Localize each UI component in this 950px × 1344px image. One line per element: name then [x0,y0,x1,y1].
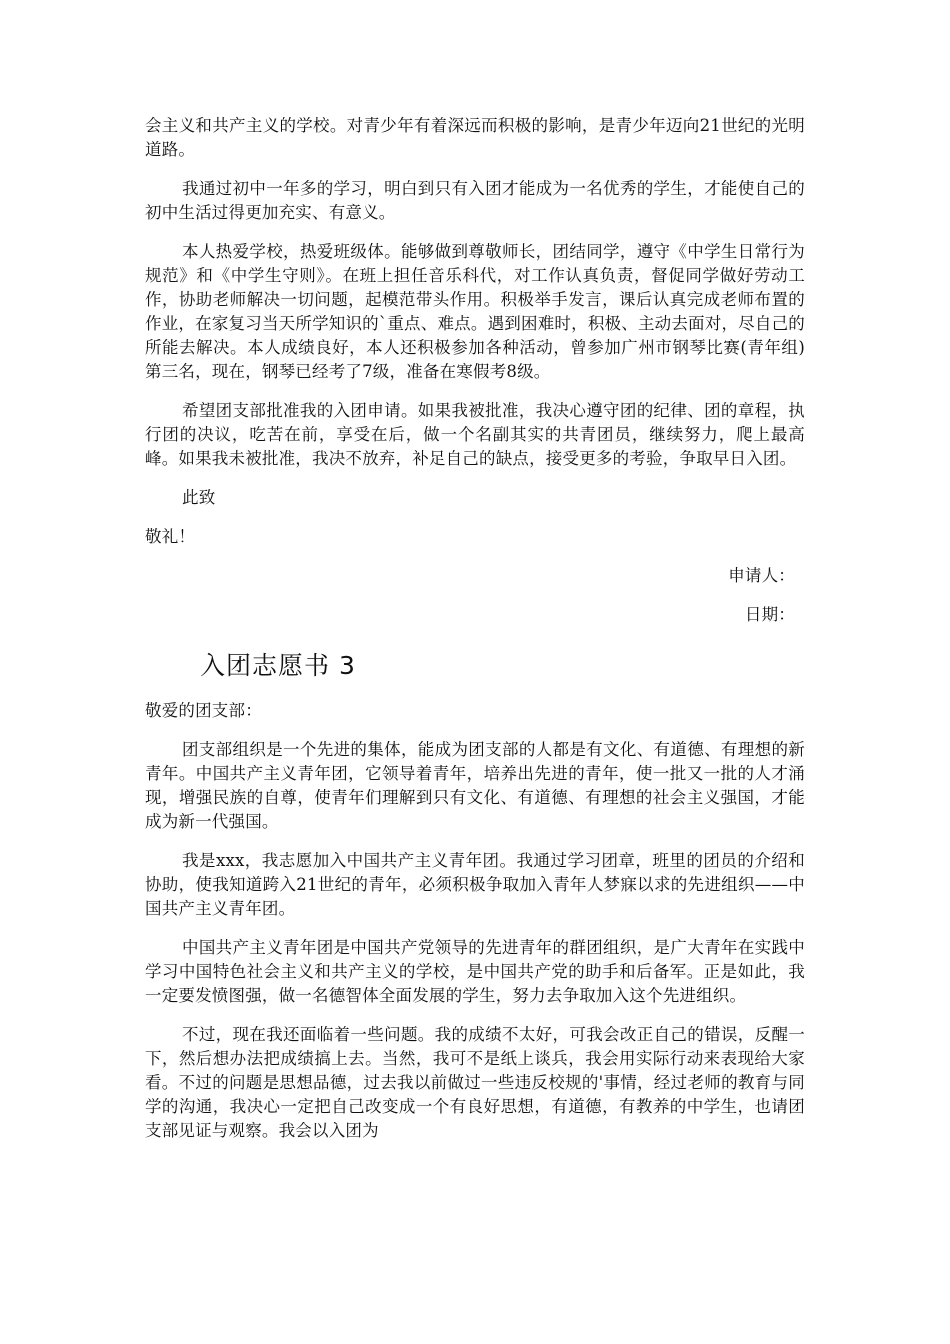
paragraph: 我是xxx，我志愿加入中国共产主义青年团。我通过学习团章，班里的团员的介绍和协助，使我知道跨入21世纪的青年，必须积极争取加入青年人梦寐以求的先进组织——中国共产主义青年团。 [145,851,805,918]
paragraph: 中国共产主义青年团是中国共产党领导的先进青年的群团组织，是广大青年在实践中学习中国特色社会主义和共产主义的学校，是中国共产党的助手和后备军。正是如此，我一定要发愤图强，做一名德智体全面发展的学生，努力去争取加入这个先进组织。 [145,938,805,1005]
date-line: 日期： [744,605,795,624]
paragraph: 团支部组织是一个先进的集体，能成为团支部的人都是有文化、有道德、有理想的新青年。中国共产主义青年团，它领导着青年，培养出先进的青年，使一批又一批的人才涌现，增强民族的自尊，使青年们理解到只有文化、有道德、有理想的社会主义强国，才能成为新一代强国。 [145,740,805,831]
section-heading: 入团志愿书 3 [200,651,356,680]
paragraph: 我通过初中一年多的学习，明白到只有入团才能成为一名优秀的学生，才能使自己的初中生活过得更加充实、有意义。 [145,179,805,222]
paragraph: 本人热爱学校，热爱班级体。能够做到尊敬师长，团结同学，遵守《中学生日常行为规范》和《中学生守则》。在班上担任音乐科代，对工作认真负责，督促同学做好劳动工作，协助老师解决一切问题，起模范带头作用。积极举手发言，课后认真完成老师布置的作业，在家复习当天所学知识的`重点、难点。遇到困难时，积极、主动去面对，尽自己的所能去解决。本人成绩良好，本人还积极参加各种活动，曾参加广州市钢琴比赛(青年组)第三名，现在，钢琴已经考了7级，准备在寒假考8级。 [145,242,805,381]
paragraph: 不过，现在我还面临着一些问题。我的成绩不太好，可我会改正自己的错误，反醒一下，然后想办法把成绩搞上去。当然，我可不是纸上谈兵，我会用实际行动来表现给大家看。不过的问题是思想品德，过去我以前做过一些违反校规的'事情，经过老师的教育与同学的沟通，我决心一定把自己改变成一个有良好思想，有道德，有教养的中学生，也请团支部见证与观察。我会以入团为 [145,1025,805,1140]
salutation: 敬礼！ [145,527,196,546]
closing-phrase: 此致 [182,488,216,507]
paragraph: 希望团支部批准我的入团申请。如果我被批准，我决心遵守团的纪律、团的章程，执行团的决议，吃苦在前，享受在后，做一个名副其实的共青团员，继续努力，爬上最高峰。如果我未被批准，我决不放弃，补足自己的缺点，接受更多的考验，争取早日入团。 [145,401,805,468]
document-body [145,114,805,1143]
paragraph-continuation: 会主义和共产主义的学校。对青少年有着深远而积极的影响，是青少年迈向21世纪的光明道路。 [145,116,805,159]
applicant-signature-line: 申请人： [728,566,795,585]
greeting: 敬爱的团支部： [145,701,262,720]
